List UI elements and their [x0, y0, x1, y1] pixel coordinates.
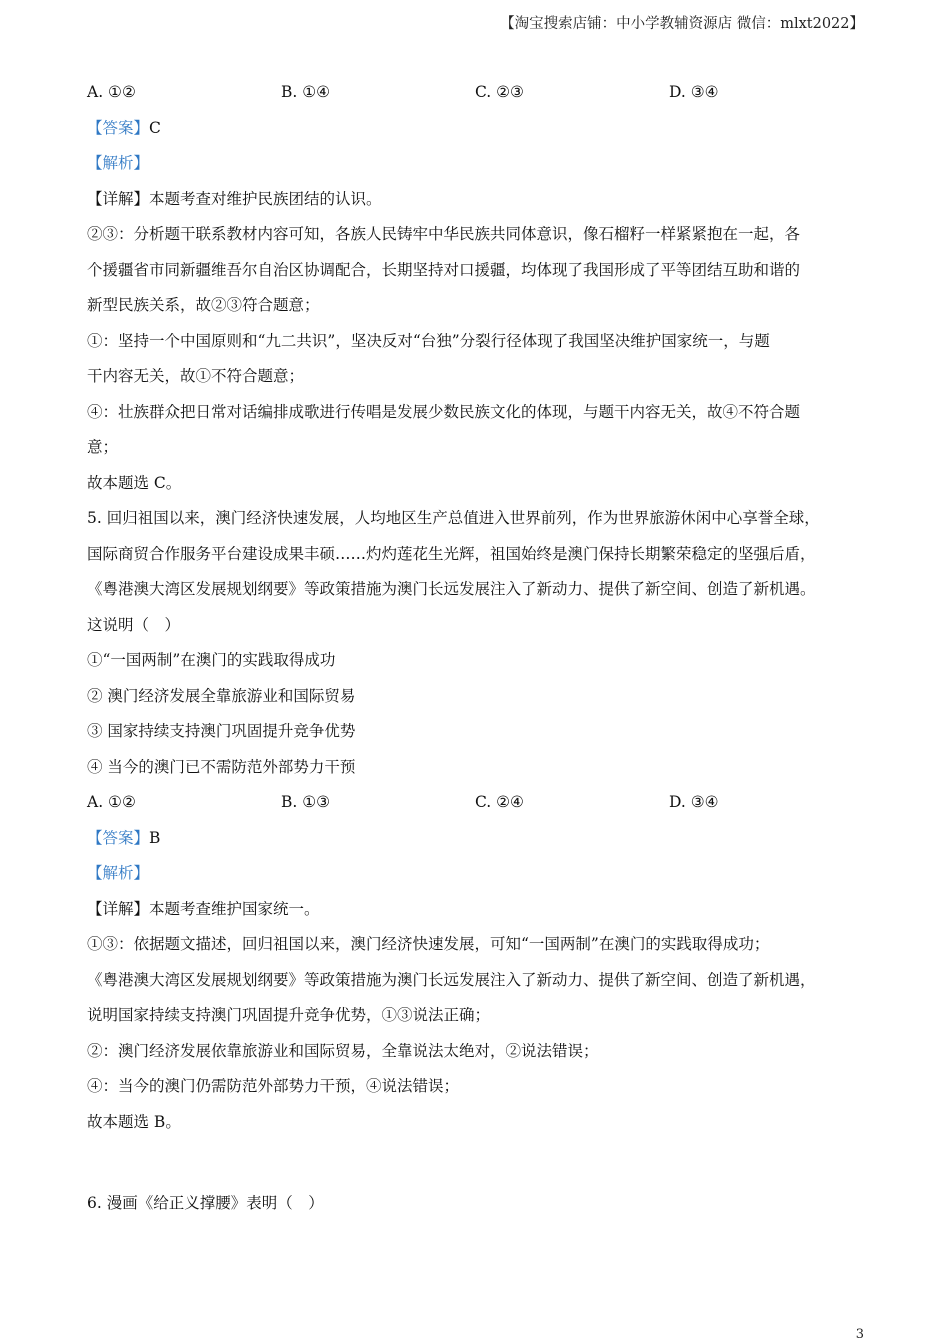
page-number: 3	[855, 1327, 864, 1342]
q4-option-b: B. ①④	[281, 83, 331, 101]
q5-option-b: B. ①③	[281, 793, 331, 811]
q4-detail-line: ④：壮族群众把日常对话编排成歌进行传唱是发展少数民族文化的体现，与题干内容无关，故④不符合题	[87, 402, 801, 421]
q5-option-a: A. ①②	[87, 793, 136, 811]
q4-option-c: C. ②③	[475, 83, 524, 101]
q5-analysis-tag: 【解析】	[87, 864, 150, 882]
q5-options	[87, 785, 869, 821]
q5-stem-line: 这说明（ ）	[87, 615, 181, 634]
q4-answer-tag: 【答案】	[87, 118, 150, 137]
q5-detail-line: 《粤港澳大湾区发展规划纲要》等政策措施为澳门长远发展注入了新动力、提供了新空间、创造了新机遇，	[87, 970, 816, 989]
header-watermark: 【淘宝搜索店铺：中小学教辅资源店 微信：mlxt2022】	[500, 16, 864, 32]
q4-detail-line: 【详解】本题考查对维护民族团结的认识。	[87, 189, 382, 208]
q5-choice: ④ 当今的澳门已不需防范外部势力干预	[87, 757, 356, 776]
q4-detail-line: 干内容无关，故①不符合题意；	[87, 367, 305, 385]
q5-stem-line: 5. 回归祖国以来，澳门经济快速发展，人均地区生产总值进入世界前列，作为世界旅游休闲中心享誉全球，	[87, 509, 820, 527]
q4-conclusion: 故本题选 C。	[87, 473, 182, 492]
q5-stem-line: 《粤港澳大湾区发展规划纲要》等政策措施为澳门长远发展注入了新动力、提供了新空间、创造了新机遇。	[87, 580, 816, 598]
q5-choice: ③ 国家持续支持澳门巩固提升竞争优势	[87, 722, 356, 740]
q4-detail-line: 个援疆省市同新疆维吾尔自治区协调配合，长期坚持对口援疆，均体现了我国形成了平等团结互助和谐的	[87, 260, 801, 279]
page-content	[87, 75, 869, 1222]
q5-answer-tag: 【答案】	[87, 828, 150, 847]
q5-detail-line: ④：当今的澳门仍需防范外部势力干预，④说法错误；	[87, 1077, 460, 1095]
q5-detail-line: ①③：依据题文描述，回归祖国以来，澳门经济快速发展，可知“一国两制”在澳门的实践取得成功；	[87, 935, 770, 953]
q5-stem-line: 国际商贸合作服务平台建设成果丰硕……灼灼莲花生光辉，祖国始终是澳门保持长期繁荣稳定的坚强后盾，	[87, 544, 816, 563]
q5-choice: ② 澳门经济发展全靠旅游业和国际贸易	[87, 686, 356, 705]
q4-answer	[87, 111, 869, 147]
q5-choice: ①“一国两制”在澳门的实践取得成功	[87, 651, 336, 669]
q4-detail-line: 新型民族关系，故②③符合题意；	[87, 296, 320, 314]
q6-stem: 6. 漫画《给正义撑腰》表明（ ）	[87, 1194, 324, 1212]
q4-analysis-tag: 【解析】	[87, 154, 150, 172]
spacer	[87, 1140, 869, 1186]
q5-option-c: C. ②④	[475, 793, 524, 811]
q4-options	[87, 75, 869, 111]
q5-answer	[87, 821, 869, 857]
q4-detail-line: ①：坚持一个中国原则和“九二共识”，坚决反对“台独”分裂行径体现了我国坚决维护国家统一，与题	[87, 331, 770, 350]
q4-detail-line: ②③：分析题干联系教材内容可知，各族人民铸牢中华民族共同体意识，像石榴籽一样紧紧抱在一起，各	[87, 225, 801, 243]
q5-detail-line: 【详解】本题考查维护国家统一。	[87, 899, 320, 918]
q5-option-d: D. ③④	[669, 793, 719, 811]
q5-answer-value: B	[149, 828, 161, 847]
q4-option-d: D. ③④	[669, 83, 719, 101]
q4-option-a: A. ①②	[87, 83, 136, 101]
q4-answer-value: C	[149, 118, 161, 137]
q5-conclusion: 故本题选 B。	[87, 1112, 181, 1131]
q4-detail-line: 意；	[87, 438, 119, 456]
q5-detail-line: 说明国家持续支持澳门巩固提升竞争优势，①③说法正确；	[87, 1006, 491, 1024]
q5-detail-line: ②：澳门经济发展依靠旅游业和国际贸易，全靠说法太绝对，②说法错误；	[87, 1041, 599, 1060]
